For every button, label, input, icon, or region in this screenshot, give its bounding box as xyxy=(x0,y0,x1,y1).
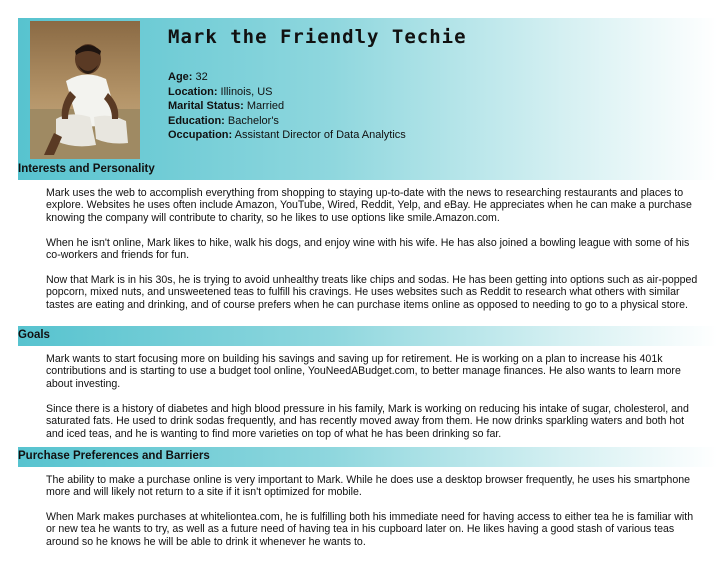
persona-photo-illustration xyxy=(30,21,140,159)
persona-name-title: Mark the Friendly Techie xyxy=(168,26,467,48)
fact-location xyxy=(168,85,406,100)
section-heading-purchase: Purchase Preferences and Barriers xyxy=(18,450,210,462)
fact-marital-status xyxy=(168,99,406,114)
persona-header xyxy=(18,18,718,180)
fact-education xyxy=(168,114,406,129)
section-heading-interests: Interests and Personality xyxy=(18,163,155,175)
fact-label: Marital Status: xyxy=(168,100,244,112)
goals-paragraph: Mark wants to start focusing more on building his savings and saving up for retirement. He is working on a plan to increase his 401k contributions and is starting to use a budget tool online, YouNeedABudget.com, to better manage finances. He also wants to learn more about investing. xyxy=(46,353,681,390)
fact-value: Married xyxy=(243,100,285,112)
persona-facts xyxy=(168,70,406,143)
goals-paragraph: Since there is a history of diabetes and high blood pressure in his family, Mark is working on reducing his intake of sugar, cholesterol, and saturated fats. He used to drink sodas frequently, and has recently moved away from them. He now drinks sparkling waters and both hot and iced teas, and he is wanting to find more varieties on top of what he has been drinking so far. xyxy=(46,403,689,440)
purchase-paragraph: The ability to make a purchase online is very important to Mark. While he does use a desktop browser frequently, he uses his smartphone more and will likely not return to a site if it isn't optimized for mobile. xyxy=(46,474,690,499)
fact-value: Illinois, US xyxy=(217,85,273,98)
fact-occupation xyxy=(168,128,406,143)
interests-paragraph: When he isn't online, Mark likes to hike, walk his dogs, and enjoy wine with his wife. He has also joined a bowling league with some of his co-workers and friends for fun. xyxy=(46,237,690,262)
fact-age xyxy=(168,70,406,85)
purchase-paragraph: When Mark makes purchases at whiteliontea.com, he is fulfilling both his immediate need for having access to either tea he is familiar with or new tea he wants to try, as well as a future need of having tea in his cupboard later on. He likes having a good stash of various teas around so he knows he will be able to drink it whenever he wants to. xyxy=(46,511,694,548)
fact-label: Education: xyxy=(168,114,225,127)
fact-label: Occupation: xyxy=(168,129,233,141)
fact-label: Location: xyxy=(168,85,218,98)
section-band-purchase xyxy=(18,447,718,467)
fact-value: Bachelor's xyxy=(224,114,279,127)
section-heading-goals: Goals xyxy=(18,329,50,341)
fact-label: Age: xyxy=(168,71,193,83)
section-band-goals xyxy=(18,326,718,346)
fact-value: Assistant Director of Data Analytics xyxy=(232,129,406,141)
persona-photo xyxy=(30,21,140,159)
fact-value: 32 xyxy=(192,71,208,83)
interests-paragraph: Mark uses the web to accomplish everything from shopping to staying up-to-date with the news to researching restaurants and places to explore. Websites he uses often include Amazon, YouTube, Wired, Reddit, Yelp, and eBay. He appreciates when he can make a purchase knowing the company will contribute to charity, so he likes to use options like smile.Amazon.com. xyxy=(46,187,692,224)
interests-paragraph: Now that Mark is in his 30s, he is trying to avoid unhealthy treats like chips and sodas. He has been getting into options such as air-popped popcorn, mixed nuts, and unsweetened teas to fulfill his cravings. He uses websites such as Reddit to research what others with similar tastes are eating and drinking, and of course prefers when he can purchase items online as opposed to needing to go to a physical store. xyxy=(46,274,698,311)
